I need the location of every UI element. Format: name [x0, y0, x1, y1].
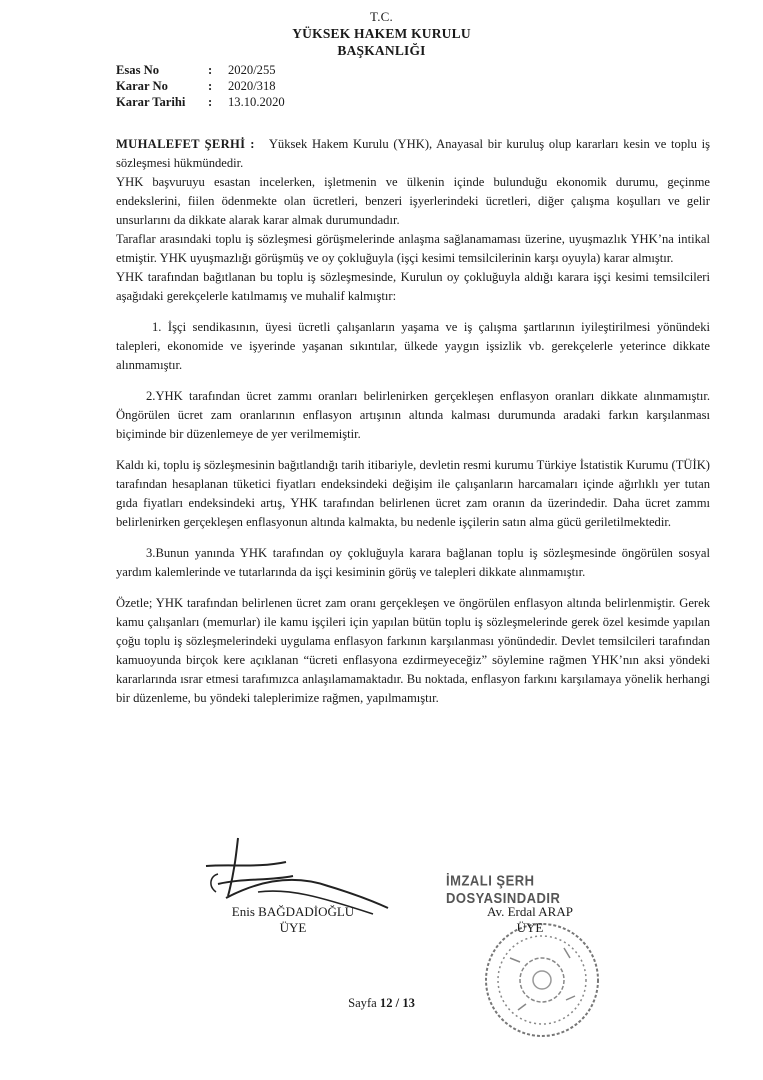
intro-paragraph: MUHALEFET ŞERHİ : Yüksek Hakem Kurulu (YHK), Anayasal bir kuruluş olup kararları kesin ve toplu iş sözleşmesi hükmündedir. [116, 137, 710, 170]
signatory-left-name: Enis BAĞDADİOĞLU [231, 904, 355, 919]
signatory-left [218, 904, 368, 936]
case-number-value: 2020/255 [228, 63, 276, 77]
paragraph-2: YHK başvuruyu esastan incelerken, işletmenin ve ülkenin içinde bulunduğu ekonomik durumu, geçinme endekslerini, fiilen ödenmekte olan ücretleri, benzeri işyerlerindeki ücretleri, diğer çalışma koşulları ve gelir unsurlarını da dikkate alarak karar almak durumundadır. [116, 175, 710, 227]
signatory-left-title: ÜYE [279, 920, 307, 935]
section-title: MUHALEFET ŞERHİ : [116, 137, 255, 151]
decision-date-row: Karar Tarihi : 13.10.2020 [116, 95, 285, 109]
official-seal-icon [480, 918, 605, 1043]
paragraph-3: Taraflar arasındaki toplu iş sözleşmesi görüşmelerinde anlaşma sağlanamaması üzerine, uyuşmazlık YHK’na intikal etmiştir. YHK uyuşmazlığı görüşmüş ve oy çokluğuyla (işçi kesimi temsilcilerinin karşı oyuyla) karar almıştır. [116, 232, 710, 265]
paragraph-5: Kaldı ki, toplu iş sözleşmesinin bağıtlandığı tarih itibariyle, devletin resmi kurumu Türkiye İstatistik Kurumu (TÜİK) tarafından hesaplanan tüketici fiyatları endeksindeki değişim ile çalışanların harcamaları içinde ağırlıklı yer tutan gıda fiyatları endeksindeki artış, YHK tarafından belirlenen ücret zam oranın da üzerindedir. Daha ücret zammı belirlenirken gerçekleşen enflasyonun altında kalmakta, bu nedenle işçilerin satın alma gücü geriletilmektedir. [116, 458, 710, 529]
decision-number-value: 2020/318 [228, 79, 276, 93]
page-footer: Sayfa 12 / 13 [348, 996, 415, 1010]
case-info [116, 62, 285, 110]
decision-date-label: Karar Tarihi [116, 95, 186, 109]
objection-item-2: 2.YHK tarafından ücret zammı oranları belirlenirken gerçekleşen enflasyon oranları dikkate alınmamıştır. Öngörülen ücret zam oranlarının enflasyon artışının altında kalması durumunda aradaki farkın karşılanması biçiminde bir düzenlemeye de yer verilmemiştir. [116, 389, 710, 441]
header-institution: YÜKSEK HAKEM KURULU [292, 26, 471, 41]
page-number: 12 [379, 996, 393, 1010]
header-tc: T.C. [370, 9, 393, 24]
objection-item-3: 3.Bunun yanında YHK tarafından oy çokluğuyla karara bağlanan toplu iş sözleşmesinde öngörülen sosyal yardım kalemlerinde ve tutarlarında da işçi kesiminin görüş ve talepleri dikkate alınmamıştır. [116, 546, 710, 579]
document-header [0, 8, 763, 59]
signatory-right-title: ÜYE [516, 920, 544, 935]
case-number-label: Esas No [116, 63, 160, 77]
document-body [116, 135, 710, 708]
summary-paragraph: Özetle; YHK tarafından belirlenen ücret zam oranı gerçekleşen ve öngörülen enflasyon altında belirlenmiştir. Gerek kamu çalışanları (memurlar) ile kamu işçileri için yapılan bütün toplu iş sözleşmelerinde gerek özel kesimde yapılan çoğu toplu iş sözleşmelerindeki uygulama enflasyon farkının karşılanması yönündedir. Devlet temsilcileri tarafından kamuoyunda birçok kere açıklanan “ücreti enflasyona ezdirmeyeceğiz” söylemine rağmen YHK’nın aksi yöndeki kararlarında ısrar etmesi tarafımızca anlaşılamamaktadır. Bu noktada, enflasyon farkını karşılamaya yönelik herhangi bir düzenleme, bu yöndeki taleplerimize rağmen, yapılmamıştır. [116, 596, 710, 705]
paragraph-4: YHK tarafından bağıtlanan bu toplu iş sözleşmesinde, Kurulun oy çokluğuyla aldığı karara işçi kesimi temsilcileri aşağıdaki gerekçelerle katılmamış ve muhalif kalmıştır: [116, 270, 710, 303]
header-presidency: BAŞKANLIĞI [337, 43, 426, 58]
page-label: Sayfa [348, 996, 377, 1010]
signatory-right [470, 904, 590, 936]
page-total: 13 [402, 996, 415, 1010]
objection-item-1: 1. İşçi sendikasının, üyesi ücretli çalışanların yaşama ve iş çalışma şartlarının iyileştirilmesi yönündeki talepleri, ekonomide ve işyerinde yaşanan sıkıntılar, ülkede yaygın işsizlik vb. gerekçelerle yeterince dikkate alınmamıştır. [116, 320, 710, 372]
decision-date-value: 13.10.2020 [228, 95, 285, 109]
signatory-right-name: Av. Erdal ARAP [487, 904, 573, 919]
decision-number-label: Karar No [116, 79, 168, 93]
signature-on-file-stamp: İMZALI ŞERH DOSYASINDADIR [446, 871, 561, 907]
case-number-row: Esas No : 2020/255 [116, 63, 276, 77]
decision-number-row: Karar No : 2020/318 [116, 79, 276, 93]
